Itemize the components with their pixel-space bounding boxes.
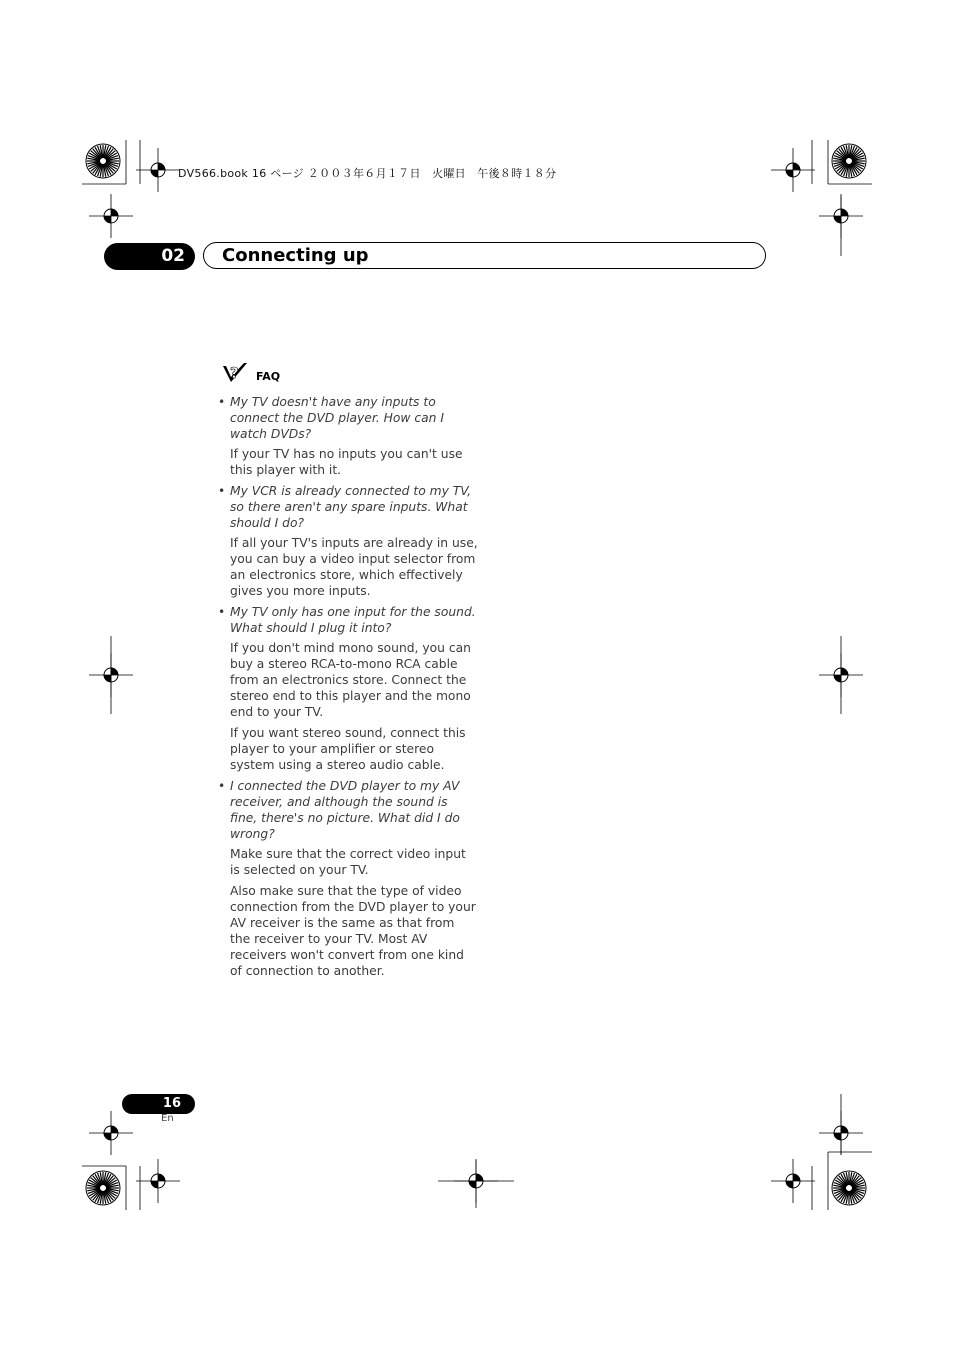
faq-item <box>216 483 478 599</box>
faq-label: FAQ <box>256 370 281 383</box>
faq-item <box>216 778 478 979</box>
faq-question: My TV only has one input for the sound. What should I plug it into? <box>230 605 476 635</box>
bullet: • <box>218 779 226 793</box>
faq-item <box>216 394 478 478</box>
faq-answer: If all your TV's inputs are already in use, you can buy a video input selector from an electronics store, which effectively gives you more inputs. <box>230 536 478 598</box>
chapter-title: Connecting up <box>222 245 369 266</box>
bullet: • <box>218 484 226 498</box>
page-language: En <box>161 1113 174 1124</box>
question-check-icon <box>222 362 248 386</box>
page-number: 16 <box>122 1094 195 1114</box>
faq-list <box>216 394 478 984</box>
faq-answer: Make sure that the correct video input is selected on your TV. <box>230 847 466 877</box>
bullet: • <box>218 605 226 619</box>
book-header-info: DV566.book 16 ページ ２００３年６月１７日 火曜日 午後８時１８分 <box>178 167 557 180</box>
faq-question: I connected the DVD player to my AV receiver, and although the sound is fine, there's no picture. What did I do wrong? <box>230 779 460 841</box>
chapter-number: 02 <box>104 243 195 270</box>
faq-question: My TV doesn't have any inputs to connect the DVD player. How can I watch DVDs? <box>230 395 444 441</box>
faq-answer: If you don't mind mono sound, you can buy a stereo RCA-to-mono RCA cable from an electronics store. Connect the stereo end to this player and the mono end to your TV. <box>230 641 471 719</box>
faq-question: My VCR is already connected to my TV, so there aren't any spare inputs. What should I do? <box>230 484 472 530</box>
svg-text:?: ? <box>230 364 239 382</box>
chapter-title-bar <box>203 242 766 269</box>
faq-answer: If you want stereo sound, connect this player to your amplifier or stereo system using a stereo audio cable. <box>230 726 466 772</box>
faq-answer: If your TV has no inputs you can't use this player with it. <box>230 447 463 477</box>
bullet: • <box>218 395 226 409</box>
faq-item <box>216 604 478 773</box>
faq-answer: Also make sure that the type of video connection from the DVD player to your AV receiver is the same as that from the receiver to your TV. Most AV receivers won't convert from one kind of connection to another. <box>230 884 476 978</box>
